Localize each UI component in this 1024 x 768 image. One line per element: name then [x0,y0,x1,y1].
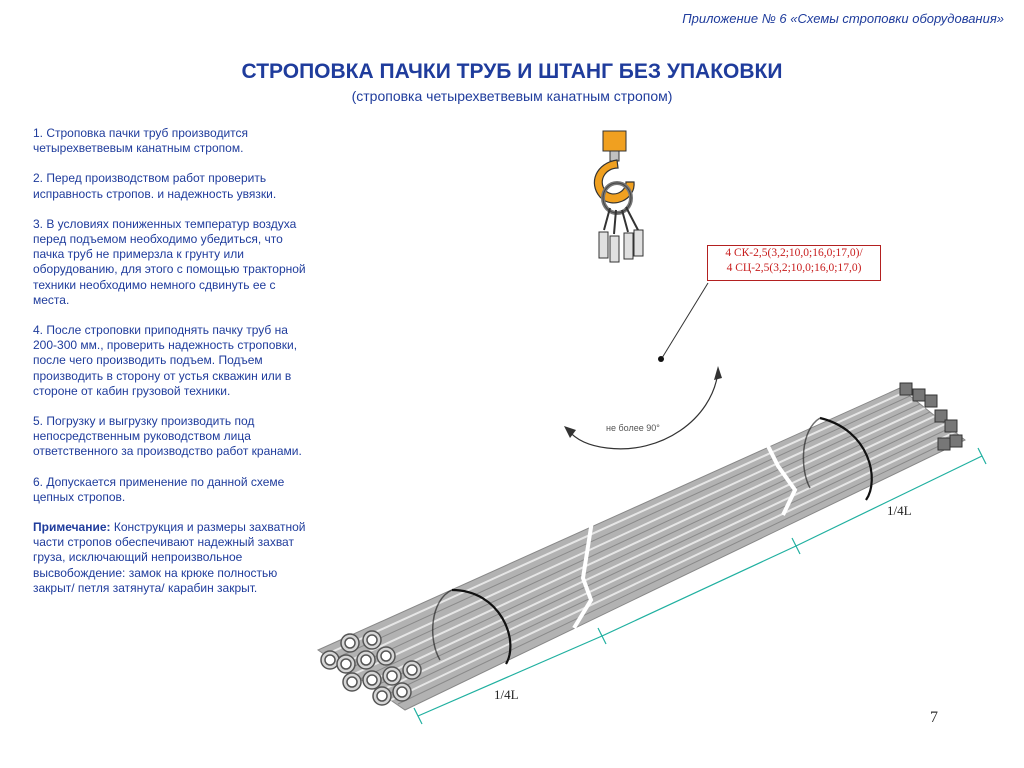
instruction-2: 2. Перед производством работ проверить исправность стропов. и надежность увязки. [33,171,277,201]
note-label: Примечание: [33,520,111,535]
instruction-1: 1. Строповка пачки труб производится четырехветвевым канатным стропом. [33,126,249,156]
rotation-arc [564,366,722,449]
page-title: СТРОПОВКА ПАЧКИ ТРУБ И ШТАНГ БЕЗ УПАКОВКИ [241,60,783,83]
page-number: 7 [930,709,938,726]
page-subtitle: (строповка четырехветвевым канатным стропом) [351,88,673,104]
crane-hook-icon [594,131,643,262]
dimension-label-left: 1/4L [494,687,519,702]
dimension-label-right: 1/4L [887,503,912,518]
sling-spec-line-1: 4 СК-2,5(3,2;10,0;16,0;17,0)/ [725,247,863,259]
appendix-header: Приложение № 6 «Схемы строповки оборудования» [682,11,1004,26]
instruction-4: 4. После строповки приподнять пачку труб на 200-300 мм., проверить надежность строповки, после чего производить подъем. Подъем производить в сторону от устья скважин или в стороне от кабин грузовой техники. [33,323,298,398]
note-text: Конструкция и размеры захватной части стропов обеспечивают надежный захват груза, исключающий непроизвольное высвобождение: замок на крюке полностью закрыт/ петля затянута/ карабин закрыт. [33,520,306,595]
instruction-3: 3. В условиях пониженных температур воздуха перед подъемом необходимо убедиться, что пачка труб не примерзла к грунту или оборудованию, для этого с помощью тракторной техники необходимо немного сдвинуть ее с места. [33,216,306,307]
instruction-6: 6. Допускается применение по данной схеме цепных стропов. [33,474,285,504]
sling-spec-line-2: 4 СЦ-2,5(3,2;10,0;16,0;17,0) [726,262,862,274]
sling-spec-label [707,245,881,281]
angle-label: не более 90° [606,423,660,433]
instruction-5: 5. Погрузку и выгрузку производить под непосредственным руководством лица ответственного за производство работ кранами. [33,414,302,459]
sling-leader-line [658,283,708,362]
